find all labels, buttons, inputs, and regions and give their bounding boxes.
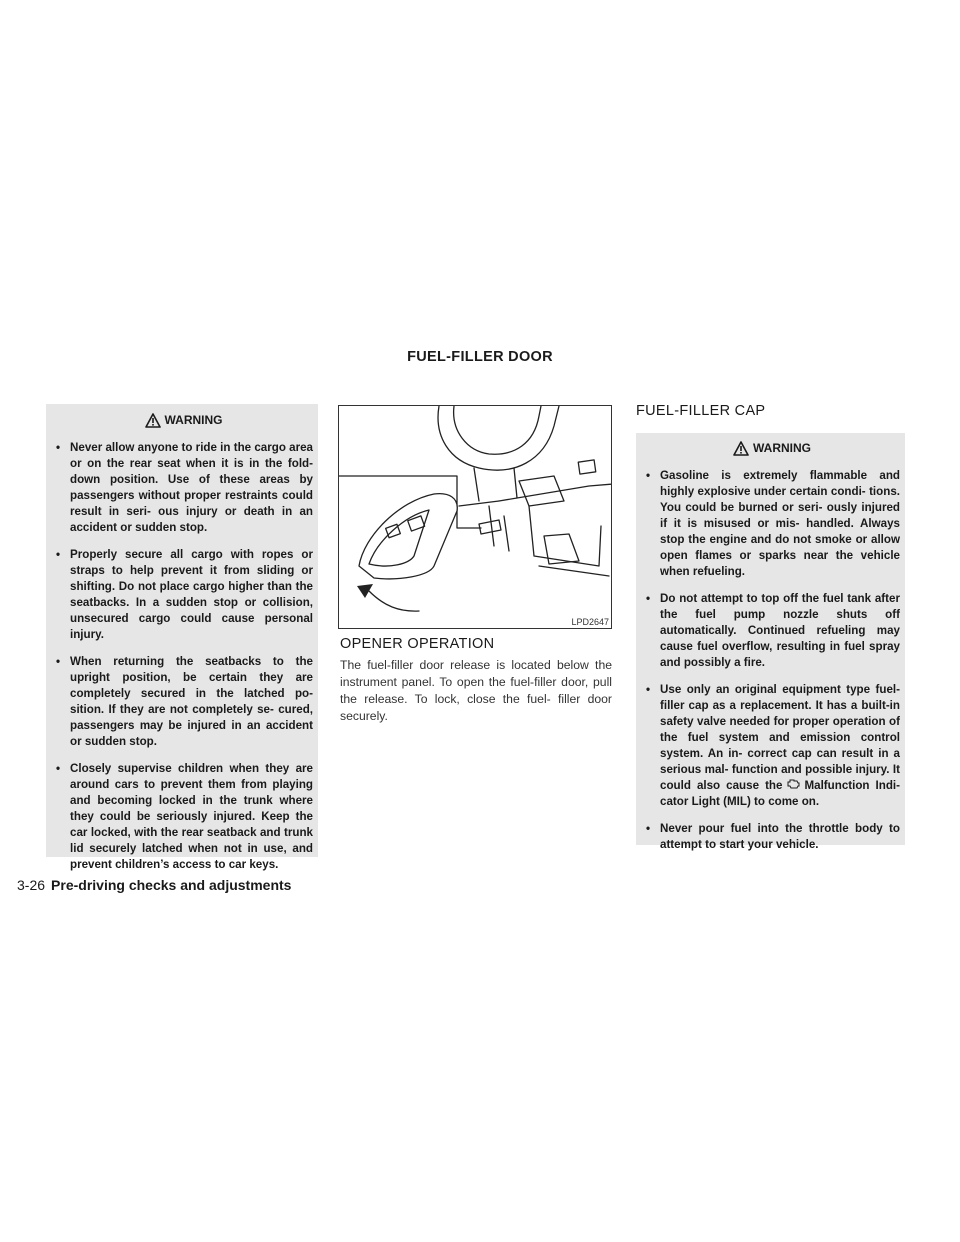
warning-item: • Do not attempt to top off the fuel tank after the fuel pump nozzle shuts off automatically. Continued refueling may cause fuel overflow, resulting in fuel spray and possibly a fire. [644, 591, 900, 671]
warning-heading [644, 438, 900, 458]
warning-item: • Properly secure all cargo with ropes or straps to help prevent it from sliding or shifting. Do not place cargo higher than the seatbacks. In a sudden stop or collision, unsecured cargo could cause personal injury. [54, 547, 313, 643]
dashboard-drawing [339, 406, 612, 629]
warning-item: • When returning the seatbacks to the upright position, be certain they are completely secured in the latched po- sition. If they are not completely se- cured, passengers may be injured in an accident or sudden stop. [54, 654, 313, 750]
warning-list [54, 440, 313, 873]
figure-id: LPD2647 [571, 617, 609, 627]
warning-item [644, 682, 900, 810]
page-footer [17, 877, 291, 893]
engine-check-icon [786, 778, 800, 790]
warning-list [644, 468, 900, 853]
chapter-title: Pre-driving checks and adjustments [51, 877, 292, 893]
warning-box-cargo [46, 404, 318, 871]
warning-heading [54, 410, 313, 430]
warning-item: • Closely supervise children when they are around cars to prevent them from playing and becoming locked in the trunk where they could be seriously injured. Keep the car locked, with the rear seatback and trunk lid securely latched when not in use, and prevent children’s access to car keys. [54, 761, 313, 873]
warning-item: • Never pour fuel into the throttle body to attempt to start your vehicle. [644, 821, 900, 853]
warning-item-text: Malfunction Indi- cator Light (MIL) to come on. [660, 779, 901, 808]
section-title: FUEL-FILLER DOOR [407, 349, 553, 365]
warning-triangle-icon [145, 413, 161, 428]
opener-operation-heading: OPENER OPERATION [340, 636, 495, 652]
warning-box-fuel-cap [636, 433, 905, 851]
warning-item: • Never allow anyone to ride in the cargo area or on the rear seat when it is in the fold-down position. Use of these areas by passengers without proper restraints could result in seri- ous injury or death in an accident or sudden stop. [54, 440, 313, 536]
warning-item: • Gasoline is extremely flammable and highly explosive under certain condi- tions. You could be burned or seri- ously injured if it is misused or mis- handled. Always stop the engine and do not smoke or allow open flames or sparks near the vehicle when refueling. [644, 468, 900, 580]
warning-triangle-icon [733, 441, 749, 456]
warning-label: WARNING [753, 441, 811, 455]
opener-operation-text: The fuel-filler door release is located below the instrument panel. To open the fuel-filler door, pull the release. To lock, close the fuel- filler door securely. [340, 658, 612, 723]
release-lever-illustration [338, 405, 612, 629]
warning-item-text: Use only an original equipment type fuel-filler cap as a replacement. It has a built-in safety valve needed for proper operation of the fuel system and emission control system. An in- correct cap can result in a serious mal- function and possible injury. It could also cause the [660, 683, 900, 792]
fuel-filler-cap-heading: FUEL-FILLER CAP [636, 403, 766, 419]
warning-label: WARNING [164, 413, 223, 427]
page-number: 3-26 [17, 877, 46, 893]
